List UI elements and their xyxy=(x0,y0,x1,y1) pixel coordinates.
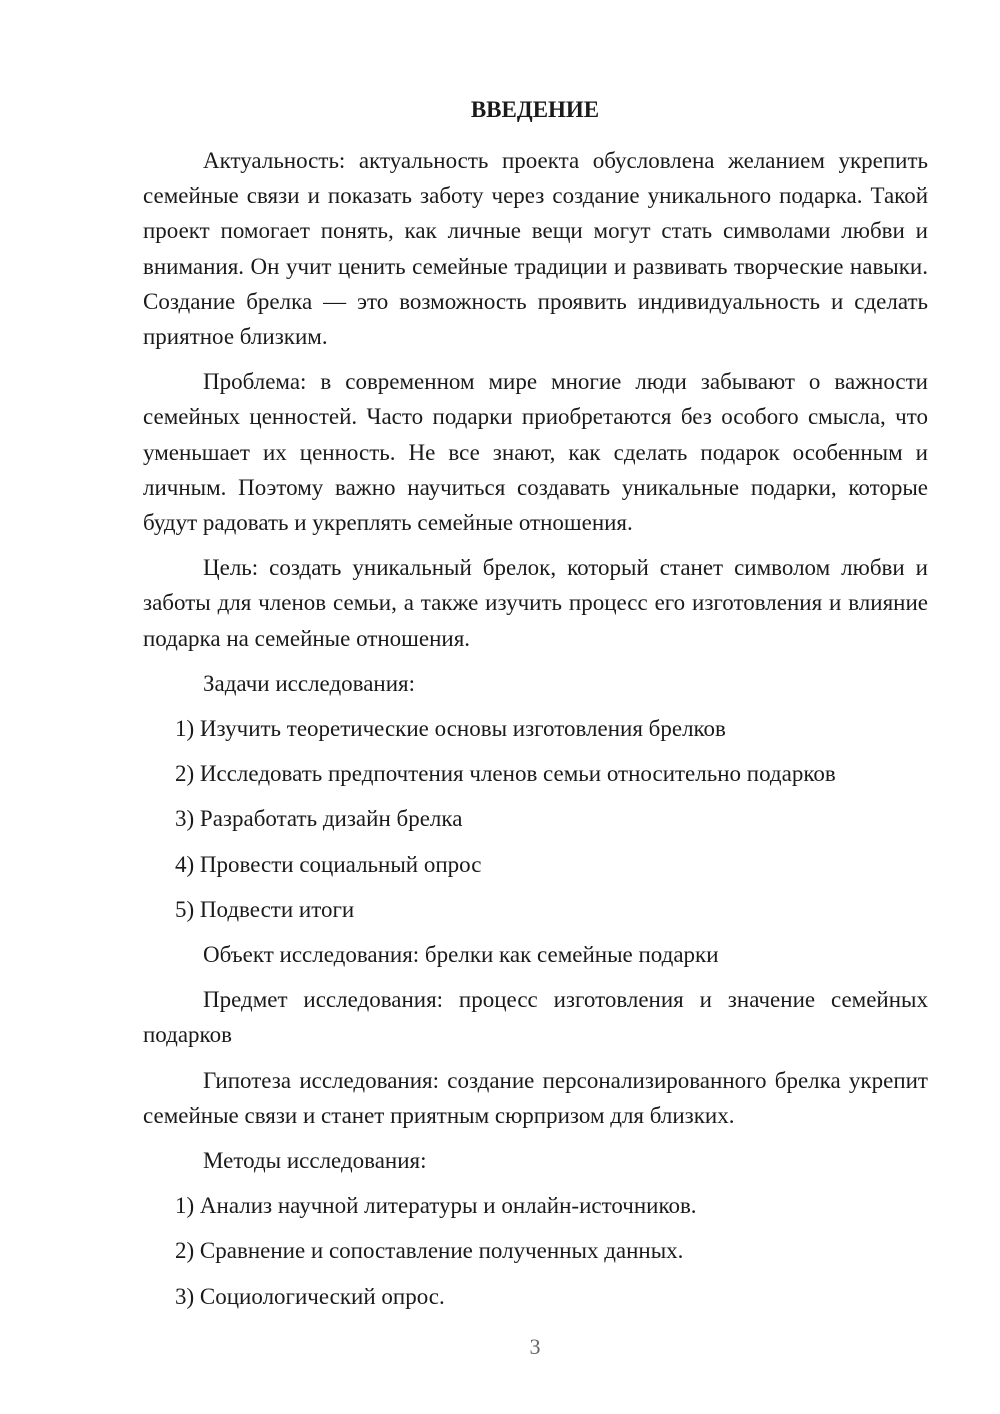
method-item-3: 3) Социологический опрос. xyxy=(175,1283,445,1309)
goal-paragraph: Цель: создать уникальный брелок, который станет символом любви и заботы для членов семьи, а также изучить процесс его изготовления и влияние подарка на семейные отношения. xyxy=(143,555,928,651)
task-item-4: 4) Провести социальный опрос xyxy=(175,851,482,877)
tasks-heading: Задачи исследования: xyxy=(203,670,416,696)
hypothesis-paragraph: Гипотеза исследования: создание персонализированного брелка укрепит семейные связи и станет приятным сюрпризом для близких. xyxy=(143,1067,928,1128)
page-title: ВВЕДЕНИЕ xyxy=(470,97,600,122)
relevance-paragraph: Актуальность: актуальность проекта обусловлена желанием укрепить семейные связи и показать заботу через создание уникального подарка. Такой проект помогает понять, как личные вещи могут стать символами любви и внимания. Он учит ценить семейные традиции и развивать творческие навыки. Создание брелка — это возможность проявить индивидуальность и сделать приятное близким. xyxy=(143,148,928,350)
problem-paragraph: Проблема: в современном мире многие люди забывают о важности семейных ценностей. Часто подарки приобретаются без особого смысла, что уменьшает их ценность. Не все знают, как сделать подарок особенным и личным. Поэтому важно научиться создавать уникальные подарки, которые будут радовать и укреплять семейные отношения. xyxy=(143,369,928,536)
task-item-5: 5) Подвести итоги xyxy=(175,896,355,922)
task-item-2: 2) Исследовать предпочтения членов семьи относительно подарков xyxy=(175,761,836,787)
page-number: 3 xyxy=(529,1334,541,1359)
task-item-1: 1) Изучить теоретические основы изготовления брелков xyxy=(175,716,726,742)
method-item-1: 1) Анализ научной литературы и онлайн-источников. xyxy=(175,1193,697,1219)
document-body xyxy=(143,143,928,1324)
method-item-2: 2) Сравнение и сопоставление полученных данных. xyxy=(175,1238,684,1264)
subject-paragraph: Предмет исследования: процесс изготовления и значение семейных подарков xyxy=(143,987,928,1048)
object-paragraph: Объект исследования: брелки как семейные подарки xyxy=(203,942,719,968)
methods-heading: Методы исследования: xyxy=(203,1148,427,1174)
task-item-3: 3) Разработать дизайн брелка xyxy=(175,806,463,832)
